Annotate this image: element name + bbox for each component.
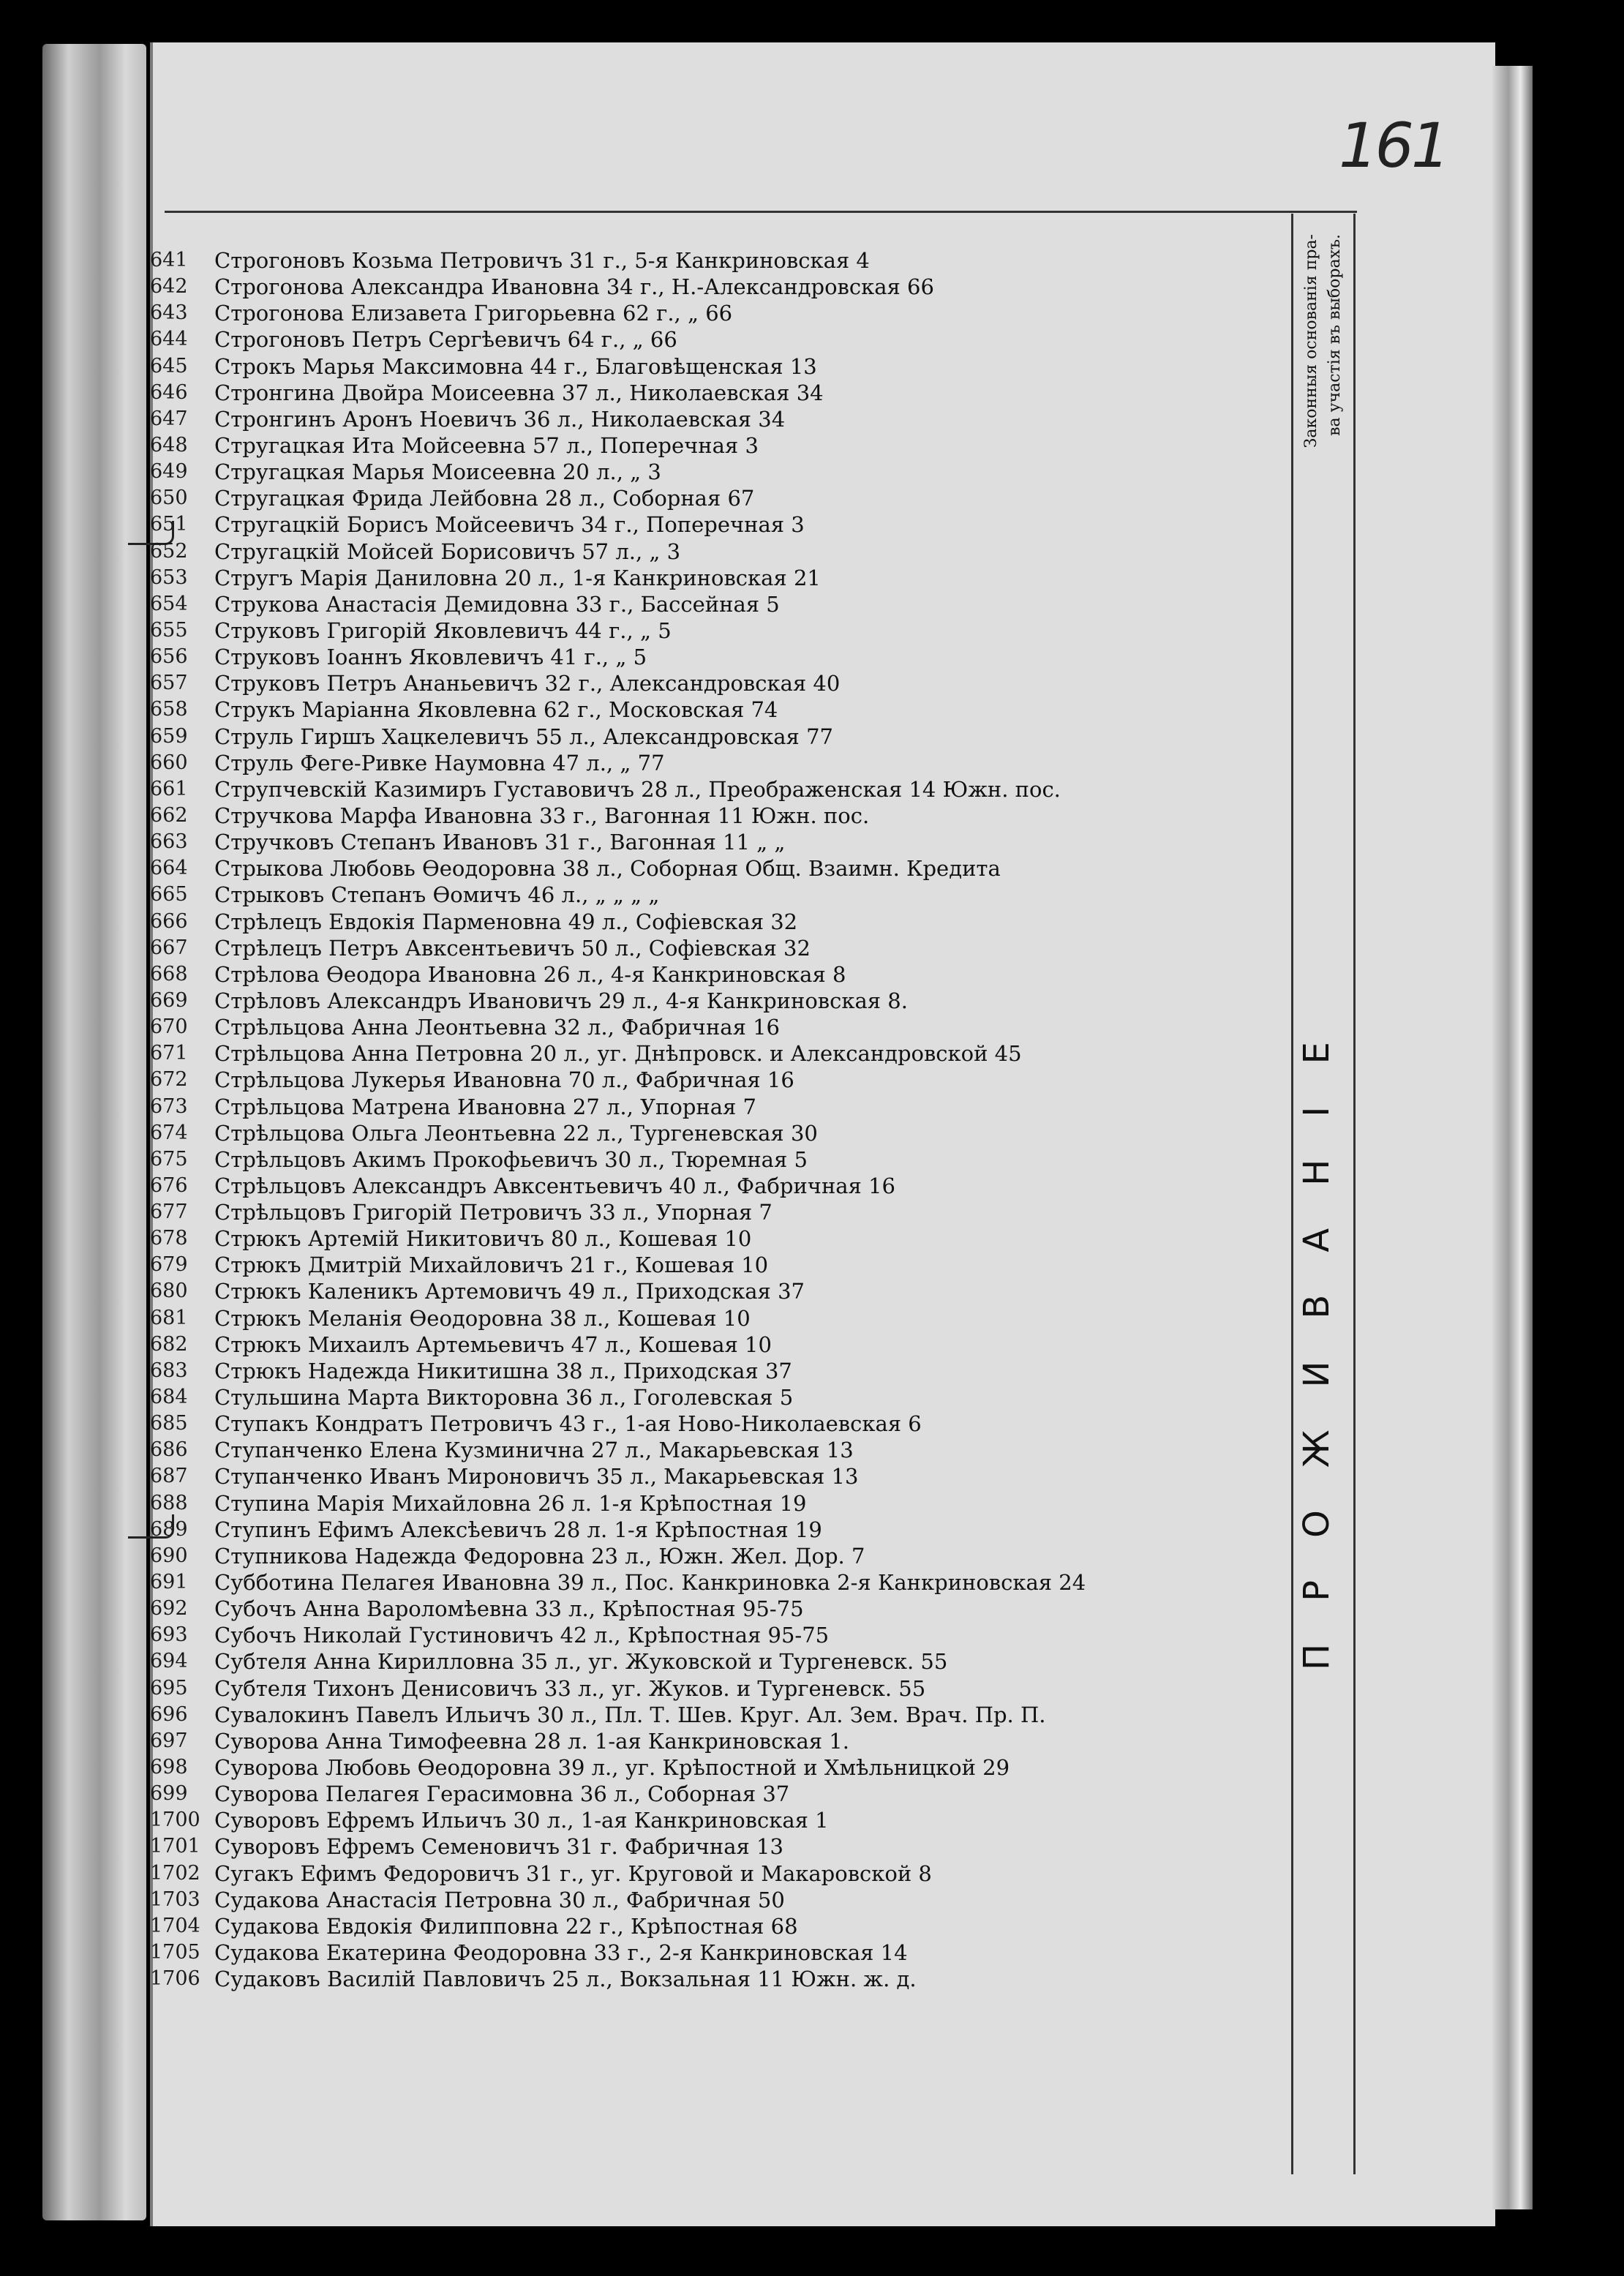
entry-number: 1704: [150, 1914, 200, 1937]
entry-number: 651: [150, 513, 188, 536]
list-item: [150, 803, 1291, 829]
entry-text: Стрыковъ Степанъ Ѳомичъ 46 л., „ „ „ „: [214, 882, 660, 908]
list-item: [150, 1358, 1291, 1384]
book-spine: [42, 44, 146, 2220]
entry-text: Сувалокинъ Павелъ Ильичъ 30 л., Пл. Т. Шев. Круг. Ал. Зем. Врач. Пр. П.: [214, 1702, 1046, 1727]
entry-number: 699: [150, 1782, 188, 1806]
list-item: [150, 1622, 1291, 1648]
list-item: [150, 988, 1291, 1014]
entry-number: 645: [150, 354, 188, 378]
entry-number: 696: [150, 1702, 188, 1726]
entry-text: Суворова Любовь Ѳеодоровна 39 л., уг. Крѣпостной и Хмѣльницкой 29: [214, 1755, 1010, 1781]
entry-number: 688: [150, 1491, 188, 1514]
entry-number: 665: [150, 883, 188, 906]
entry-text: Стрюкъ Михаилъ Артемьевичъ 47 л., Кошевая 10: [214, 1332, 772, 1357]
entry-number: 663: [150, 830, 188, 854]
entry-text: Стругацкая Фрида Лейбовна 28 л., Соборная 67: [214, 486, 755, 511]
list-item: [150, 1887, 1291, 1913]
entry-text: Суворовъ Ефремъ Семеновичъ 31 г. Фабричная 13: [214, 1834, 783, 1860]
entry-number: 1701: [150, 1835, 200, 1858]
entry-text: Суворова Анна Тимофеевна 28 л. 1-ая Канкриновская 1.: [214, 1728, 849, 1754]
entry-number: 683: [150, 1359, 188, 1382]
list-item: [150, 1332, 1291, 1358]
list-item: [150, 326, 1291, 353]
list-item: [150, 1939, 1291, 1966]
entry-number: 671: [150, 1042, 188, 1065]
side-column-header: [1296, 234, 1352, 461]
list-item: [150, 380, 1291, 406]
list-item: [150, 1648, 1291, 1675]
entry-text: Стрыкова Любовь Ѳеодоровна 38 л., Соборная Общ. Взаимн. Кредита: [214, 856, 1001, 882]
list-item: [150, 644, 1291, 670]
entry-number: 689: [150, 1517, 188, 1541]
entry-number: 672: [150, 1068, 188, 1092]
list-item: [150, 1702, 1291, 1728]
entry-number: 1702: [150, 1861, 200, 1885]
entry-text: Стругацкая Марья Моисеевна 20 л., „ 3: [214, 459, 661, 485]
list-item: [150, 750, 1291, 776]
entry-number: 690: [150, 1544, 188, 1567]
list-item: [150, 1278, 1291, 1304]
entry-text: Строкъ Марья Максимовна 44 г., Благовѣщенская 13: [214, 353, 817, 379]
page-number: 161: [1339, 110, 1448, 181]
entry-number: 677: [150, 1201, 188, 1224]
side-header-line-1: Законныя основанія пра-: [1302, 234, 1320, 448]
list-item: [150, 432, 1291, 459]
entry-number: 695: [150, 1676, 188, 1700]
list-item: [150, 1437, 1291, 1463]
entry-text: Субтеля Тихонъ Денисовичъ 33 л., уг. Жуков. и Тургеневск. 55: [214, 1675, 926, 1701]
entry-number: 655: [150, 618, 188, 642]
entry-number: 694: [150, 1650, 188, 1673]
list-item: [150, 1913, 1291, 1939]
entry-text: Субочъ Анна Вароломѣевна 33 л., Крѣпостная 95-75: [214, 1596, 804, 1622]
entry-number: 646: [150, 380, 188, 404]
entry-number: 680: [150, 1280, 188, 1303]
entry-number: 687: [150, 1465, 188, 1488]
entry-text: Суворовъ Ефремъ Ильичъ 30 л., 1-ая Канкриновская 1: [214, 1808, 829, 1833]
entry-number: 666: [150, 909, 188, 933]
entry-number: 658: [150, 698, 188, 721]
entry-text: Стульшина Марта Викторовна 36 л., Гоголевская 5: [214, 1385, 794, 1411]
entry-text: Стронгинъ Аронъ Ноевичъ 36 л., Николаевская 34: [214, 406, 786, 432]
entry-text: Стрѣлова Ѳеодора Ивановна 26 л., 4-я Канкриновская 8: [214, 961, 846, 987]
list-item: [150, 670, 1291, 696]
entry-text: Стругъ Марія Даниловна 20 л., 1-я Канкриновская 21: [214, 565, 821, 590]
entry-text: Стручковъ Степанъ Ивановъ 31 г., Вагонная 11 „ „: [214, 830, 786, 855]
list-item: [150, 882, 1291, 908]
entry-number: 649: [150, 460, 188, 484]
entry-number: 673: [150, 1094, 188, 1118]
entry-text: Субтеля Анна Кирилловна 35 л., уг. Жуковской и Тургеневск. 55: [214, 1649, 948, 1675]
list-item: [150, 1173, 1291, 1199]
entry-text: Стругацкій Борисъ Мойсеевичъ 34 г., Поперечная 3: [214, 512, 805, 538]
list-item: [150, 1966, 1291, 1992]
header-rule: [165, 211, 1357, 213]
entry-text: Судакова Екатерина Феодоровна 33 г., 2-я Канкриновская 14: [214, 1940, 908, 1965]
entry-text: Стрѣловъ Александръ Ивановичъ 29 л., 4-я Канкриновская 8.: [214, 988, 908, 1013]
entry-number: 660: [150, 751, 188, 774]
list-item: [150, 1781, 1291, 1807]
list-item: [150, 565, 1291, 591]
voter-list: [150, 247, 1291, 1992]
entry-text: Субботина Пелагея Ивановна 39 л., Пос. Канкриновка 2-я Канкриновская 24: [214, 1570, 1086, 1596]
entry-number: 678: [150, 1227, 188, 1250]
page-edge: [1492, 66, 1533, 2209]
list-item: [150, 724, 1291, 750]
column-rule-left: [1291, 214, 1293, 2174]
list-item: [150, 1199, 1291, 1225]
list-item: [150, 591, 1291, 617]
entry-text: Ступанченко Елена Кузминична 27 л., Макарьевская 13: [214, 1438, 854, 1463]
entry-text: Струковъ Петръ Ананьевичъ 32 г., Александровская 40: [214, 671, 841, 696]
entry-text: Судакова Анастасія Петровна 30 л., Фабричная 50: [214, 1887, 785, 1912]
list-item: [150, 538, 1291, 565]
entry-text: Стрѣлецъ Петръ Авксентьевичъ 50 л., Софіевская 32: [214, 935, 811, 961]
entry-text: Стрѣльцова Лукерья Ивановна 70 л., Фабричная 16: [214, 1067, 794, 1093]
entry-number: 656: [150, 645, 188, 669]
entry-text: Стрѣльцова Анна Леонтьевна 32 л., Фабричная 16: [214, 1015, 780, 1040]
entry-number: 684: [150, 1386, 188, 1409]
entry-number: 676: [150, 1173, 188, 1197]
entry-number: 685: [150, 1412, 188, 1435]
entry-number: 686: [150, 1438, 188, 1462]
entry-text: Сугакъ Ефимъ Федоровичъ 31 г., уг. Круговой и Макаровской 8: [214, 1860, 932, 1886]
entry-number: 647: [150, 407, 188, 430]
entry-text: Стронгина Двойра Моисеевна 37 л., Николаевская 34: [214, 380, 824, 405]
list-item: [150, 617, 1291, 644]
entry-number: 641: [150, 249, 188, 271]
entry-text: Суворова Пелагея Герасимовна 36 л., Соборная 37: [214, 1781, 790, 1807]
entry-number: 1705: [150, 1941, 200, 1964]
list-item: [150, 1146, 1291, 1173]
list-item: [150, 1305, 1291, 1332]
entry-text: Стрѣльцовъ Акимъ Прокофьевичъ 30 л., Тюремная 5: [214, 1146, 808, 1172]
entry-text: Стрѣльцовъ Александръ Авксентьевичъ 40 л., Фабричная 16: [214, 1173, 895, 1198]
entry-number: 667: [150, 936, 188, 959]
list-item: [150, 485, 1291, 511]
entry-number: 698: [150, 1756, 188, 1779]
entry-number: 642: [150, 275, 188, 298]
entry-text: Строгонова Елизавета Григорьевна 62 г., „ 66: [214, 301, 733, 326]
entry-text: Ступинъ Ефимъ Алексѣевичъ 28 л. 1-я Крѣпостная 19: [214, 1517, 822, 1542]
list-item: [150, 961, 1291, 988]
entry-text: Струпчевскій Казимиръ Густавовичъ 28 л., Преображенская 14 Южн. пос.: [214, 776, 1061, 802]
entry-text: Ступанченко Иванъ Мироновичъ 35 л., Макарьевская 13: [214, 1464, 859, 1490]
entry-text: Судакова Евдокія Филипповна 22 г., Крѣпостная 68: [214, 1913, 798, 1939]
list-item: [150, 1040, 1291, 1067]
list-item: [150, 1463, 1291, 1490]
side-header-line-2: ва участія въ выборахъ.: [1326, 234, 1344, 436]
list-item: [150, 274, 1291, 300]
entry-number: 681: [150, 1306, 188, 1329]
entry-text: Стрюкъ Артемій Никитовичъ 80 л., Кошевая 10: [214, 1226, 752, 1252]
list-item: [150, 406, 1291, 432]
list-item: [150, 909, 1291, 935]
column-rule-right: [1353, 214, 1356, 2174]
entry-number: 669: [150, 988, 188, 1012]
entry-number: 682: [150, 1332, 188, 1356]
list-item: [150, 1569, 1291, 1596]
list-item: [150, 459, 1291, 485]
list-item: [150, 1014, 1291, 1040]
list-item: [150, 1094, 1291, 1120]
entry-text: Стрѣльцова Анна Петровна 20 л., уг. Днѣпровск. и Александровской 45: [214, 1041, 1022, 1067]
entry-number: 1703: [150, 1888, 200, 1911]
entry-text: Строгоновъ Козьма Петровичъ 31 г., 5-я Канкриновская 4: [214, 248, 870, 273]
list-item: [150, 1543, 1291, 1569]
list-item: [150, 1225, 1291, 1252]
entry-text: Стрюкъ Дмитрій Михайловичъ 21 г., Кошевая 10: [214, 1252, 769, 1278]
list-item: [150, 1807, 1291, 1833]
entry-text: Струковъ Григорій Яковлевичъ 44 г., „ 5: [214, 617, 672, 643]
entry-text: Стругацкая Ита Мойсеевна 57 л., Поперечная 3: [214, 432, 759, 458]
entry-text: Стрѣльцовъ Григорій Петровичъ 33 л., Упорная 7: [214, 1200, 772, 1225]
entry-text: Стрѣльцова Матрена Ивановна 27 л., Упорная 7: [214, 1094, 756, 1119]
entry-number: 657: [150, 672, 188, 695]
entry-text: Стрюкъ Меланія Ѳеодоровна 38 л., Кошевая 10: [214, 1305, 751, 1331]
list-item: [150, 1067, 1291, 1093]
list-item: [150, 1675, 1291, 1702]
entry-number: 679: [150, 1253, 188, 1277]
entry-text: Струковъ Іоаннъ Яковлевичъ 41 г., „ 5: [214, 645, 647, 670]
list-item: [150, 1252, 1291, 1278]
entry-number: 693: [150, 1623, 188, 1647]
list-item: [150, 829, 1291, 855]
entry-number: 692: [150, 1597, 188, 1620]
list-item: [150, 1384, 1291, 1411]
entry-text: Ступникова Надежда Федоровна 23 л., Южн. Жел. Дор. 7: [214, 1543, 865, 1569]
entry-text: Стрѣлецъ Евдокія Пармeновна 49 л., Софіевская 32: [214, 909, 798, 934]
list-item: [150, 1517, 1291, 1543]
entry-number: 670: [150, 1015, 188, 1039]
entry-number: 668: [150, 962, 188, 985]
entry-number: 691: [150, 1571, 188, 1594]
list-item: [150, 696, 1291, 723]
entry-text: Струкова Анастасія Демидовна 33 г., Бассейная 5: [214, 591, 780, 617]
list-item: [150, 1833, 1291, 1860]
entry-text: Стрѣльцова Ольга Леонтьевна 22 л., Тургеневская 30: [214, 1120, 818, 1146]
list-item: [150, 300, 1291, 326]
entry-number: 662: [150, 803, 188, 827]
list-item: [150, 1754, 1291, 1781]
list-item: [150, 511, 1291, 538]
list-item: [150, 776, 1291, 803]
entry-number: 648: [150, 433, 188, 457]
entry-number: 675: [150, 1147, 188, 1171]
list-item: [150, 1411, 1291, 1437]
entry-text: Стрюкъ Калeникъ Артемовичъ 49 л., Приходская 37: [214, 1279, 805, 1304]
list-item: [150, 1728, 1291, 1754]
entry-number: 650: [150, 487, 188, 510]
entry-number: 653: [150, 566, 188, 589]
entry-text: Струль Гиршъ Хацкелевичъ 55 л., Александровская 77: [214, 724, 833, 749]
entry-text: Стрюкъ Надежда Никитишна 38 л., Приходская 37: [214, 1358, 792, 1383]
entry-number: 661: [150, 777, 188, 800]
entry-number: 644: [150, 328, 188, 351]
entry-number: 674: [150, 1121, 188, 1144]
entry-number: 664: [150, 857, 188, 880]
entry-text: Субочъ Николай Густиновичъ 42 л., Крѣпостная 95-75: [214, 1623, 830, 1648]
entry-text: Ступина Марія Михайловна 26 л. 1-я Крѣпостная 19: [214, 1490, 807, 1516]
list-item: [150, 935, 1291, 961]
entry-text: Стругацкій Мойсей Борисовичъ 57 л., „ 3: [214, 538, 681, 564]
entry-text: Струль Феге-Ривке Наумовна 47 л., „ 77: [214, 750, 665, 775]
entry-text: Судаковъ Василій Павловичъ 25 л., Вокзальная 11 Южн. ж. д.: [214, 1967, 917, 1992]
entry-number: 654: [150, 592, 188, 615]
list-item: [150, 1860, 1291, 1887]
entry-number: 652: [150, 539, 188, 563]
entry-number: 643: [150, 301, 188, 325]
side-column-title: ПРОЖИВАНІЕ: [1296, 999, 1337, 1671]
list-item: [150, 1490, 1291, 1517]
entry-text: Струкъ Маріанна Яковлевна 62 г., Московская 74: [214, 697, 778, 723]
entry-number: 697: [150, 1729, 188, 1752]
list-item: [150, 855, 1291, 882]
entry-text: Стручкова Марфа Ивановна 33 г., Вагонная 11 Южн. пос.: [214, 803, 870, 828]
entry-number: 1700: [150, 1809, 200, 1832]
list-item: [150, 353, 1291, 380]
list-item: [150, 1120, 1291, 1146]
entry-text: Строгонова Александра Ивановна 34 г., Н.-Александровская 66: [214, 274, 934, 300]
entry-text: Строгоновъ Петръ Сергѣевичъ 64 г., „ 66: [214, 327, 677, 353]
list-item: [150, 247, 1291, 274]
entry-number: 1706: [150, 1967, 200, 1991]
list-item: [150, 1596, 1291, 1622]
entry-number: 659: [150, 724, 188, 748]
entry-text: Ступакъ Кондратъ Петровичъ 43 г., 1-ая Ново-Николаевская 6: [214, 1411, 922, 1437]
